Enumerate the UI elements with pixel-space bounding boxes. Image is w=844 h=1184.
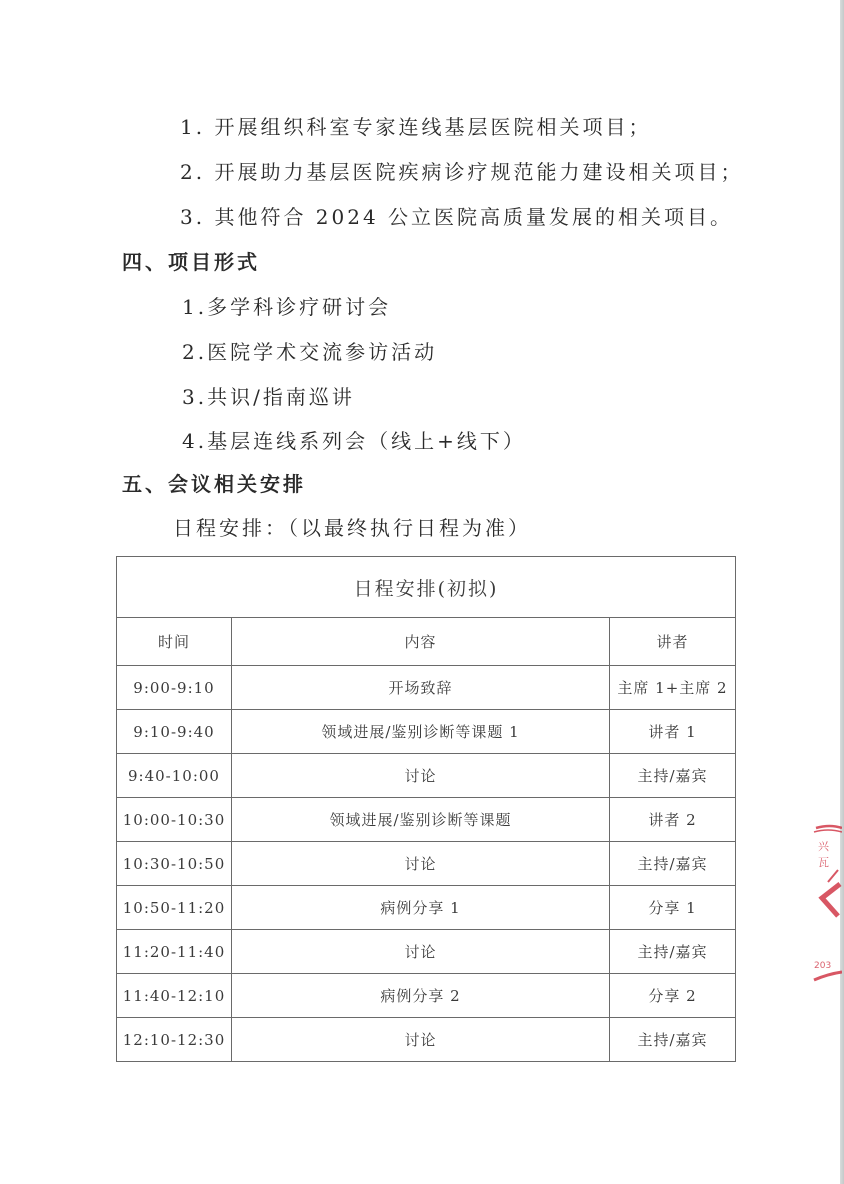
cell-speaker: 分享 1 — [610, 886, 736, 930]
cell-time: 9:10-9:40 — [117, 710, 232, 754]
table-row — [117, 754, 736, 798]
svg-text:203: 203 — [814, 961, 832, 971]
section4-heading: 四、项目形式 — [122, 250, 260, 274]
section4-item-3: 3.共识/指南巡讲 — [182, 385, 355, 409]
cell-content: 讨论 — [232, 930, 610, 974]
cell-speaker: 主持/嘉宾 — [610, 1018, 736, 1062]
cell-speaker: 主持/嘉宾 — [610, 754, 736, 798]
cell-content: 开场致辞 — [232, 666, 610, 710]
section4-item-4: 4.基层连线系列会（线上+线下） — [182, 429, 526, 453]
cell-content: 讨论 — [232, 754, 610, 798]
table-row — [117, 974, 736, 1018]
cell-time: 9:00-9:10 — [117, 666, 232, 710]
cell-time: 11:40-12:10 — [117, 974, 232, 1018]
table-row — [117, 930, 736, 974]
cell-speaker: 主持/嘉宾 — [610, 842, 736, 886]
page-edge — [840, 0, 844, 1184]
svg-text:瓦: 瓦 — [818, 856, 829, 869]
section3-item-3: 3. 其他符合 2024 公立医院高质量发展的相关项目。 — [180, 205, 734, 229]
schedule-note: 日程安排：（以最终执行日程为准） — [173, 516, 531, 540]
header-time: 时间 — [117, 618, 232, 666]
cell-time: 11:20-11:40 — [117, 930, 232, 974]
header-content: 内容 — [232, 618, 610, 666]
cell-content: 讨论 — [232, 842, 610, 886]
cell-speaker: 讲者 2 — [610, 798, 736, 842]
cell-content: 领域进展/鉴别诊断等课题 1 — [232, 710, 610, 754]
cell-time: 12:10-12:30 — [117, 1018, 232, 1062]
cell-time: 10:00-10:30 — [117, 798, 232, 842]
section5-heading: 五、会议相关安排 — [122, 472, 306, 496]
section3-item-2: 2. 开展助力基层医院疾病诊疗规范能力建设相关项目； — [180, 160, 744, 184]
cell-content: 病例分享 1 — [232, 886, 610, 930]
cell-time: 10:50-11:20 — [117, 886, 232, 930]
cell-time: 10:30-10:50 — [117, 842, 232, 886]
table-row — [117, 798, 736, 842]
table-row — [117, 842, 736, 886]
cell-content: 领域进展/鉴别诊断等课题 — [232, 798, 610, 842]
table-header-row — [117, 618, 736, 666]
seal-icon — [812, 820, 842, 990]
schedule-table — [116, 556, 736, 1062]
red-seal-stamp — [812, 820, 842, 990]
cell-speaker: 讲者 1 — [610, 710, 736, 754]
cell-speaker: 主持/嘉宾 — [610, 930, 736, 974]
svg-text:兴: 兴 — [818, 840, 829, 853]
header-speaker: 讲者 — [610, 618, 736, 666]
cell-speaker: 分享 2 — [610, 974, 736, 1018]
table-row — [117, 1018, 736, 1062]
table-row — [117, 666, 736, 710]
cell-speaker: 主席 1+主席 2 — [610, 666, 736, 710]
section3-item-1: 1. 开展组织科室专家连线基层医院相关项目； — [180, 115, 652, 139]
section4-item-2: 2.医院学术交流参访活动 — [182, 340, 438, 364]
table-row — [117, 886, 736, 930]
cell-content: 病例分享 2 — [232, 974, 610, 1018]
table-row — [117, 710, 736, 754]
section4-item-1: 1.多学科诊疗研讨会 — [182, 295, 392, 319]
cell-content: 讨论 — [232, 1018, 610, 1062]
schedule-table-title: 日程安排(初拟) — [117, 557, 736, 618]
cell-time: 9:40-10:00 — [117, 754, 232, 798]
